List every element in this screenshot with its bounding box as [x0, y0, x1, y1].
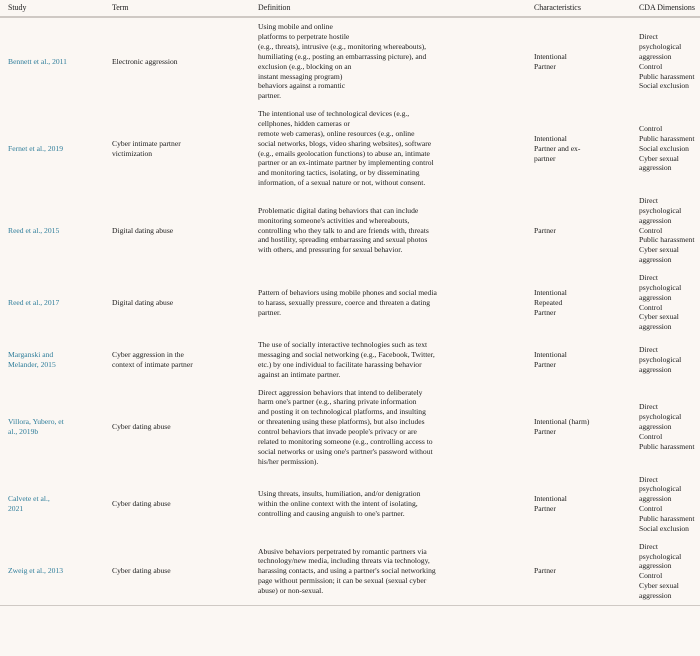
- cell-cda-dimensions: Direct psychological aggression: [639, 345, 682, 374]
- study-citation-link[interactable]: Villora, Yubero, et: [8, 417, 64, 427]
- cell-term: Cyber dating abuse: [112, 422, 171, 432]
- cell-term: Cyber dating abuse: [112, 499, 171, 509]
- study-citation-link[interactable]: Melander, 2015: [8, 359, 56, 369]
- table-row: [0, 384, 700, 471]
- cell-characteristics: Intentional Partner: [534, 494, 567, 514]
- cell-study[interactable]: [0, 105, 112, 192]
- table-row: [0, 269, 700, 336]
- study-citation-link[interactable]: Reed et al., 2015: [8, 225, 60, 235]
- cell-characteristics: Intentional Partner: [534, 51, 567, 71]
- cell-definition: Using threats, insults, humiliation, and/or denigration within the online context with the intent of isolating, controlling and causing anguish to one's partner.: [258, 489, 421, 518]
- column-header-cda-dimensions: CDA Dimensions: [639, 0, 700, 17]
- cell-characteristics: Intentional (harm) Partner: [534, 417, 590, 437]
- table-row: [0, 538, 700, 606]
- cell-definition: Direct aggression behaviors that intend to deliberately harm one's partner (e.g., sharing private information and posting it on technological platforms, and insulting or threatening using these platforms), but also includes control behaviors that invade people's privacy or are related to monitoring someone (e.g., controlling access to social networks or using one's partner's password without his/her permission).: [258, 387, 433, 466]
- cell-definition: The intentional use of technological devices (e.g., cellphones, hidden cameras or remote web cameras), online resources (e.g., online social networks, blogs, video sharing websites), software (e.g., emails geolocation functions) to abuse an, intimate partner or an ex-intimate partner by implementing control and monitoring tactics, isolating, or by disseminating information, of a sexual nature or not, without consent.: [258, 109, 434, 188]
- cell-cda-dimensions: Direct psychological aggression Control Public harassment Cyber sexual aggression: [639, 196, 695, 265]
- cell-characteristics: Partner: [534, 538, 639, 606]
- cell-definition: Abusive behaviors perpetrated by romantic partners via technology/new media, including threats via technology, harassing contacts, and using a partner's social networking page without permission; it can be sexual (sexual cyber abuse) or non-sexual.: [258, 538, 534, 606]
- column-header-characteristics: Characteristics: [534, 0, 639, 17]
- cell-definition: Pattern of behaviors using mobile phones and social media to harass, sexually pressure, coerce and threaten a dating partner.: [258, 287, 437, 317]
- study-citation-link[interactable]: Calvete et al.,: [8, 494, 50, 504]
- cell-study[interactable]: [0, 192, 112, 269]
- column-header-study: Study: [0, 0, 112, 17]
- cell-definition: The use of socially interactive technologies such as text messaging and social networking (e.g., Facebook, Twitter, etc.) by one individual to facilitate harassing behavior against an intimate partner.: [258, 340, 435, 379]
- cell-cda-dimensions: Direct psychological aggression Control Public harassment Social exclusion: [639, 32, 695, 91]
- cell-term: Digital dating abuse: [112, 297, 174, 307]
- cell-cda-dimensions: Direct psychological aggression Control Public harassment: [639, 402, 695, 451]
- cell-study[interactable]: [0, 538, 112, 606]
- cell-study[interactable]: [0, 269, 112, 336]
- table-body: [0, 17, 700, 605]
- cell-term: Cyber intimate partner victimization: [112, 138, 181, 158]
- table-row: [0, 192, 700, 269]
- cell-term: Cyber dating abuse: [112, 538, 258, 606]
- cell-characteristics: Intentional Partner: [534, 350, 567, 369]
- table-row: [0, 471, 700, 538]
- study-citation-link[interactable]: 2021: [8, 504, 24, 514]
- cell-characteristics: Partner: [534, 225, 556, 235]
- cell-cda-dimensions: Direct psychological aggression Control Cyber sexual aggression: [639, 273, 682, 332]
- study-citation-link[interactable]: al., 2019b: [8, 427, 39, 437]
- study-citation-link[interactable]: Bennett et al., 2011: [8, 56, 67, 66]
- cell-study[interactable]: [0, 17, 112, 105]
- study-citation-link[interactable]: Fernet et al., 2019: [8, 143, 64, 153]
- study-citation-link[interactable]: Marganski and: [8, 350, 54, 360]
- cell-term: Electronic aggression: [112, 56, 178, 66]
- cell-characteristics: Intentional Partner and ex- partner: [534, 133, 581, 163]
- table-header-row: [0, 0, 700, 17]
- table-header: [0, 0, 700, 17]
- cell-definition: Using mobile and online platforms to perpetrate hostile (e.g., threats), intrusive (e.g., monitoring whereabouts), humiliating (e.g., posting an embarrassing picture), and exclusion (e.g., blocking on an instant messaging program) behaviors against a romantic partner.: [258, 22, 427, 101]
- cell-cda-dimensions: Control Public harassment Social exclusion Cyber sexual aggression: [639, 123, 695, 173]
- cell-term: Digital dating abuse: [112, 225, 174, 235]
- column-header-term: Term: [112, 0, 258, 17]
- cell-study[interactable]: [0, 384, 112, 471]
- cell-term: Cyber aggression in the context of intimate partner: [112, 350, 193, 369]
- cell-characteristics: Intentional Repeated Partner: [534, 287, 567, 317]
- table-row: [0, 105, 700, 192]
- cell-definition: Problematic digital dating behaviors that can include monitoring someone's activities and whereabouts, controlling who they talk to and are friends with, threats and hostility, spreading embarrassing and sexual photos with others, and pressuring for sexual behavior.: [258, 205, 429, 255]
- cell-cda-dimensions: Direct psychological aggression Control Cyber sexual aggression: [639, 538, 700, 606]
- study-citation-link[interactable]: Zweig et al., 2013: [8, 566, 64, 576]
- study-citation-link[interactable]: Reed et al., 2017: [8, 297, 60, 307]
- table-row: [0, 17, 700, 105]
- column-header-definition: Definition: [258, 0, 534, 17]
- cell-cda-dimensions: Direct psychological aggression Control Public harassment Social exclusion: [639, 474, 695, 533]
- cell-study[interactable]: [0, 471, 112, 538]
- table-row: [0, 336, 700, 383]
- cell-study[interactable]: [0, 336, 112, 383]
